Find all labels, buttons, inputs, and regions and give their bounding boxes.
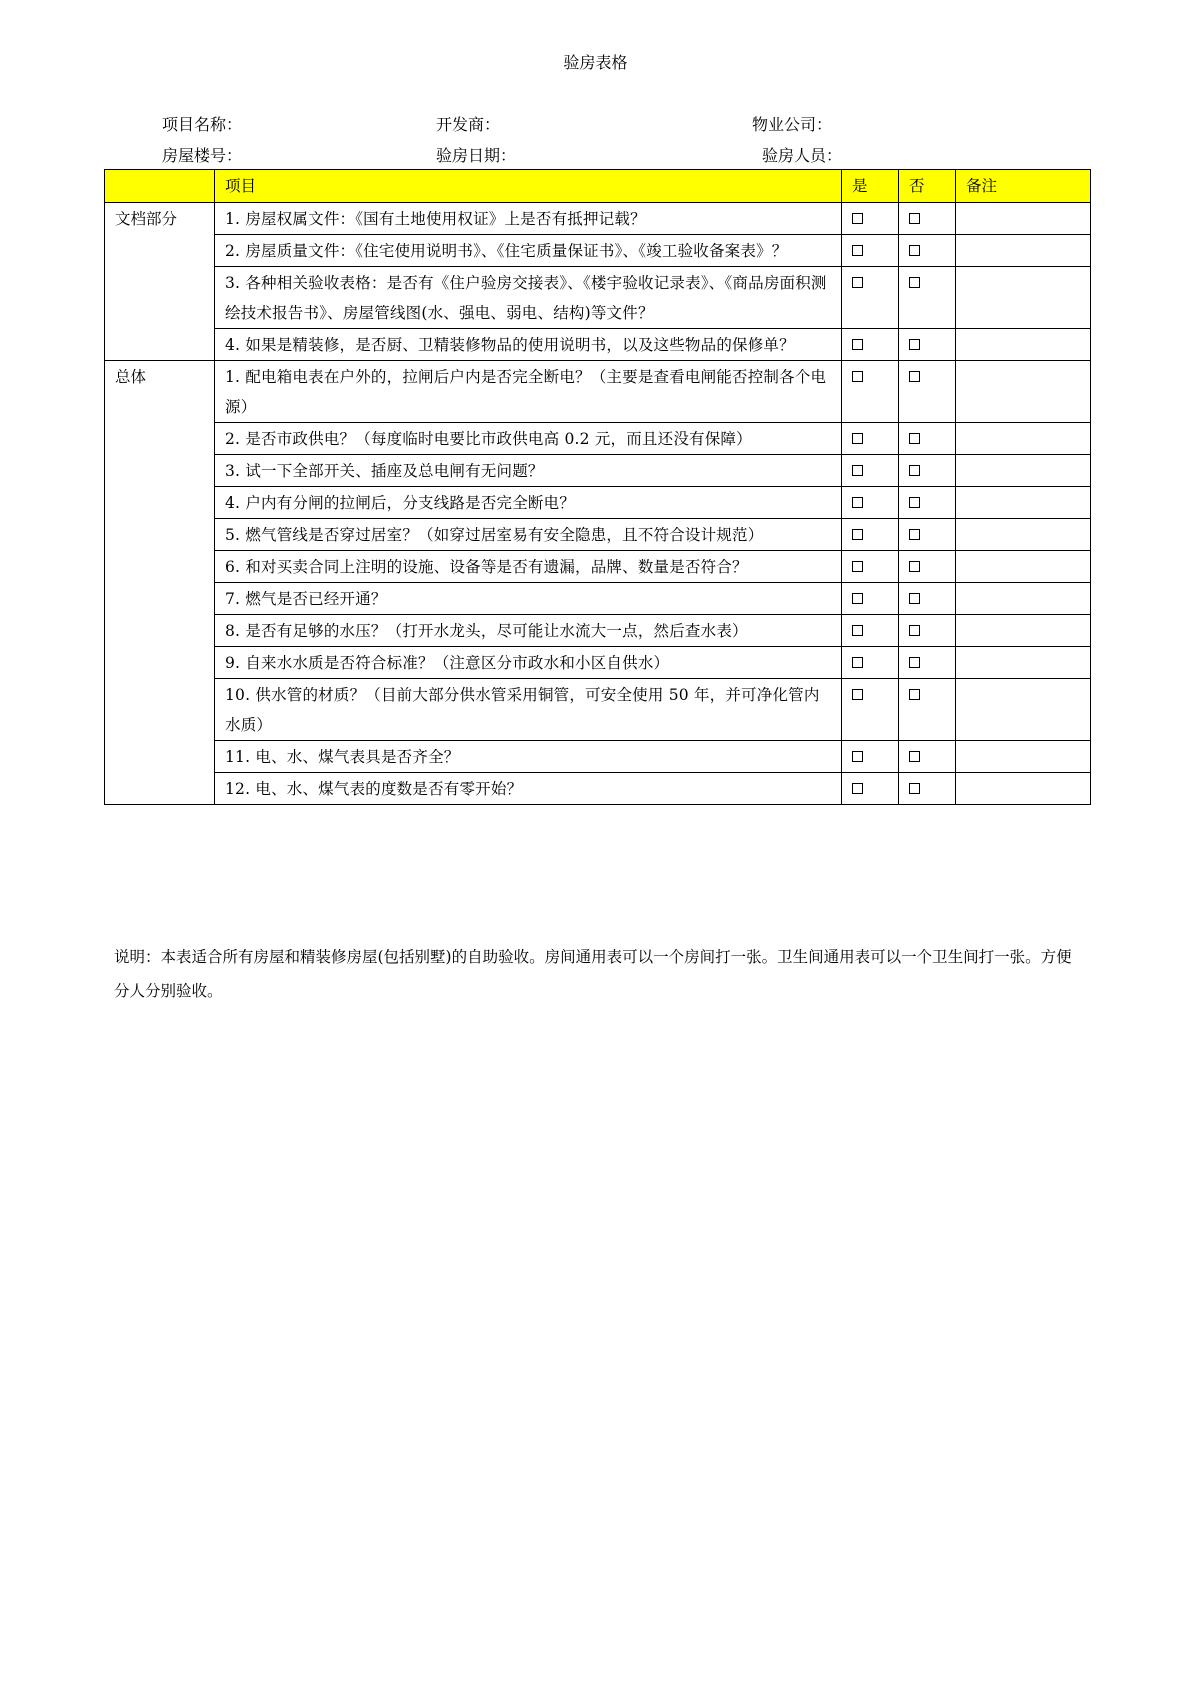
check-cell-no — [899, 203, 956, 235]
remarks-cell[interactable] — [956, 267, 1091, 329]
check-cell-no — [899, 423, 956, 455]
checkbox-yes[interactable] — [852, 465, 863, 476]
checkbox-no[interactable] — [909, 689, 920, 700]
item-text: 10. 供水管的材质？（目前大部分供水管采用铜管，可安全使用 50 年，并可净化管内水质） — [215, 679, 842, 741]
item-text: 9. 自来水水质是否符合标准？（注意区分市政水和小区自供水） — [215, 647, 842, 679]
table-row — [105, 203, 1091, 235]
checkbox-no[interactable] — [909, 751, 920, 762]
item-text: 3. 各种相关验收表格：是否有《住户验房交接表》、《楼宇验收记录表》、《商品房面积测绘技术报告书》、房屋管线图(水、强电、弱电、结构)等文件？ — [215, 267, 842, 329]
check-cell-yes — [842, 487, 899, 519]
checkbox-yes[interactable] — [852, 371, 863, 382]
table-row — [105, 423, 1091, 455]
check-cell-no — [899, 679, 956, 741]
check-cell-yes — [842, 551, 899, 583]
checkbox-yes[interactable] — [852, 339, 863, 350]
item-text: 2. 房屋质量文件：《住宅使用说明书》、《住宅质量保证书》、《竣工验收备案表》？ — [215, 235, 842, 267]
checkbox-yes[interactable] — [852, 783, 863, 794]
check-cell-yes — [842, 615, 899, 647]
check-cell-yes — [842, 455, 899, 487]
table-row — [105, 679, 1091, 741]
check-cell-yes — [842, 203, 899, 235]
building-number-label: 房屋楼号： — [162, 146, 243, 165]
item-text: 11. 电、水、煤气表具是否齐全？ — [215, 741, 842, 773]
header-item: 项目 — [215, 170, 842, 203]
check-cell-yes — [842, 773, 899, 805]
inspection-date-label: 验房日期： — [436, 146, 517, 165]
remarks-cell[interactable] — [956, 647, 1091, 679]
remarks-cell[interactable] — [956, 679, 1091, 741]
checkbox-yes[interactable] — [852, 529, 863, 540]
check-cell-yes — [842, 267, 899, 329]
header-yes: 是 — [842, 170, 899, 203]
item-text: 7. 燃气是否已经开通？ — [215, 583, 842, 615]
checkbox-no[interactable] — [909, 371, 920, 382]
checkbox-yes[interactable] — [852, 657, 863, 668]
check-cell-no — [899, 329, 956, 361]
table-row — [105, 647, 1091, 679]
remarks-cell[interactable] — [956, 519, 1091, 551]
remarks-cell[interactable] — [956, 203, 1091, 235]
property-company-label: 物业公司： — [752, 115, 833, 134]
item-text: 6. 和对买卖合同上注明的设施、设备等是否有遗漏，品牌、数量是否符合？ — [215, 551, 842, 583]
item-text: 8. 是否有足够的水压？（打开水龙头，尽可能让水流大一点，然后查水表） — [215, 615, 842, 647]
check-cell-no — [899, 773, 956, 805]
remarks-cell[interactable] — [956, 487, 1091, 519]
item-text: 1. 配电箱电表在户外的，拉闸后户内是否完全断电？（主要是查看电闸能否控制各个电源） — [215, 361, 842, 423]
item-text: 1. 房屋权属文件：《国有土地使用权证》上是否有抵押记载？ — [215, 203, 842, 235]
table-row — [105, 235, 1091, 267]
checkbox-no[interactable] — [909, 213, 920, 224]
table-row — [105, 741, 1091, 773]
checkbox-no[interactable] — [909, 529, 920, 540]
item-text: 3. 试一下全部开关、插座及总电闸有无问题？ — [215, 455, 842, 487]
check-cell-no — [899, 583, 956, 615]
remarks-cell[interactable] — [956, 329, 1091, 361]
checkbox-no[interactable] — [909, 657, 920, 668]
table-body — [105, 203, 1091, 805]
remarks-cell[interactable] — [956, 615, 1091, 647]
checkbox-no[interactable] — [909, 433, 920, 444]
check-cell-yes — [842, 679, 899, 741]
check-cell-yes — [842, 361, 899, 423]
inspector-label: 验房人员： — [762, 146, 843, 165]
remarks-cell[interactable] — [956, 235, 1091, 267]
checkbox-no[interactable] — [909, 339, 920, 350]
table-row — [105, 615, 1091, 647]
check-cell-yes — [842, 329, 899, 361]
checkbox-yes[interactable] — [852, 213, 863, 224]
check-cell-yes — [842, 583, 899, 615]
remarks-cell[interactable] — [956, 455, 1091, 487]
checkbox-no[interactable] — [909, 783, 920, 794]
checkbox-yes[interactable] — [852, 625, 863, 636]
check-cell-no — [899, 519, 956, 551]
section-label: 总体 — [105, 361, 215, 805]
table-row — [105, 455, 1091, 487]
table-row — [105, 583, 1091, 615]
table-header-row — [105, 170, 1091, 203]
item-text: 2. 是否市政供电？（每度临时电要比市政供电高 0.2 元，而且还没有保障） — [215, 423, 842, 455]
item-text: 4. 如果是精装修，是否厨、卫精装修物品的使用说明书，以及这些物品的保修单？ — [215, 329, 842, 361]
check-cell-yes — [842, 423, 899, 455]
remarks-cell[interactable] — [956, 551, 1091, 583]
remarks-cell[interactable] — [956, 583, 1091, 615]
checkbox-yes[interactable] — [852, 593, 863, 604]
remarks-cell[interactable] — [956, 423, 1091, 455]
table-row — [105, 267, 1091, 329]
checkbox-yes[interactable] — [852, 561, 863, 572]
remarks-cell[interactable] — [956, 773, 1091, 805]
page-title: 验房表格 — [563, 53, 628, 72]
check-cell-yes — [842, 741, 899, 773]
header-category — [105, 170, 215, 203]
checkbox-yes[interactable] — [852, 245, 863, 256]
check-cell-no — [899, 455, 956, 487]
remarks-cell[interactable] — [956, 361, 1091, 423]
check-cell-no — [899, 235, 956, 267]
check-cell-no — [899, 487, 956, 519]
check-cell-no — [899, 615, 956, 647]
checkbox-no[interactable] — [909, 561, 920, 572]
checkbox-no[interactable] — [909, 245, 920, 256]
check-cell-no — [899, 361, 956, 423]
check-cell-no — [899, 267, 956, 329]
table-row — [105, 773, 1091, 805]
header-no: 否 — [899, 170, 956, 203]
table-row — [105, 329, 1091, 361]
table-row — [105, 487, 1091, 519]
check-cell-no — [899, 551, 956, 583]
project-name-label: 项目名称： — [162, 115, 243, 134]
remarks-cell[interactable] — [956, 741, 1091, 773]
checkbox-no[interactable] — [909, 625, 920, 636]
checkbox-yes[interactable] — [852, 689, 863, 700]
section-label: 文档部分 — [105, 203, 215, 361]
item-text: 4. 户内有分闸的拉闸后，分支线路是否完全断电？ — [215, 487, 842, 519]
table-row — [105, 519, 1091, 551]
check-cell-yes — [842, 235, 899, 267]
checkbox-no[interactable] — [909, 497, 920, 508]
check-cell-yes — [842, 519, 899, 551]
header-remarks: 备注 — [956, 170, 1091, 203]
checkbox-yes[interactable] — [852, 433, 863, 444]
check-cell-yes — [842, 647, 899, 679]
checkbox-yes[interactable] — [852, 277, 863, 288]
item-text: 12. 电、水、煤气表的度数是否有零开始？ — [215, 773, 842, 805]
checkbox-yes[interactable] — [852, 497, 863, 508]
checkbox-no[interactable] — [909, 277, 920, 288]
check-cell-no — [899, 647, 956, 679]
table-row — [105, 551, 1091, 583]
item-text: 5. 燃气管线是否穿过居室？（如穿过居室易有安全隐患，且不符合设计规范） — [215, 519, 842, 551]
developer-label: 开发商： — [436, 115, 501, 134]
table-row — [105, 361, 1091, 423]
checkbox-no[interactable] — [909, 465, 920, 476]
checkbox-yes[interactable] — [852, 751, 863, 762]
inspection-table — [104, 169, 1091, 805]
checkbox-no[interactable] — [909, 593, 920, 604]
check-cell-no — [899, 741, 956, 773]
note-text: 说明：本表适合所有房屋和精装修房屋(包括别墅)的自助验收。房间通用表可以一个房间打一张。卫生间通用表可以一个卫生间打一张。方便分人分别验收。 — [114, 948, 1072, 1000]
